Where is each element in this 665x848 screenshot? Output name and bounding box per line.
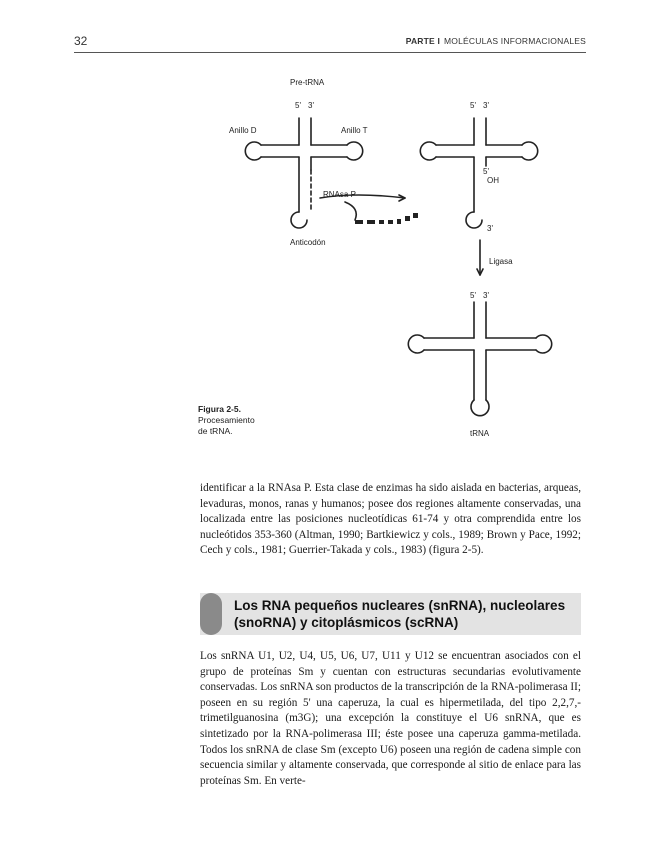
running-header [74,34,586,53]
caption-line-1: Procesamiento [198,415,255,425]
caption-title: Figura 2-5. [198,404,241,414]
label-three-prime-d: 3' [483,291,489,300]
figure-caption [198,404,268,437]
label-three-prime-c: 3' [487,224,493,233]
part-title: MOLÉCULAS INFORMACIONALES [444,36,586,46]
label-five-prime-d: 5' [470,291,476,300]
intermediate-structure [420,118,537,228]
label-rnasa-p: RNAsa P [323,190,356,199]
label-anillo-t: Anillo T [341,126,368,135]
label-ligasa: Ligasa [489,257,513,266]
section-heading-box [200,593,581,635]
cleavage-arrow [345,202,356,220]
trna-diagram [195,70,595,450]
running-head [406,36,586,46]
label-oh: OH [487,176,499,185]
section-tab-marker [200,593,222,635]
section-title: Los RNA pequeños nucleares (snRNA), nucleolares (snoRNA) y citoplásmicos (scRNA) [234,598,566,630]
mature-trna-structure [408,302,551,416]
label-anticodon: Anticodón [290,238,326,247]
label-five-prime: 5' [295,101,301,110]
label-pre-trna: Pre-tRNA [290,78,325,87]
cleaved-fragments [355,213,418,224]
label-trna: tRNA [470,429,490,438]
label-three-prime-b: 3' [483,101,489,110]
label-five-prime-b: 5' [470,101,476,110]
figure-trna-processing [195,70,595,450]
caption-line-2: de tRNA. [198,426,233,436]
part-label: PARTE I [405,36,441,46]
label-anillo-d: Anillo D [229,126,257,135]
page-number: 32 [74,34,88,48]
paragraph-snrna: Los snRNA U1, U2, U4, U5, U6, U7, U11 y U12 se encuentran asociados con el grupo de proteínas Sm y cuentan con estructuras secundarias evolutivamente conservadas. Los snRNA son productos de la transcripción de la RNA-polimerasa II; poseen en su región 5' una caperuza, la cual es hipermetilada, del tipo 2,2,7,-trimetilguanosina (m3G); una excepción la constituye el U6 snRNA, que es sintetizado por la RNA-polimerasa III; éste posee una caperuza gamma-metilada. Todos los snRNA de clase Sm (excepto U6) poseen una región de cadena simple con secuencia similar y altamente conservada, que corresponde al sitio de enlace para las proteínas Sm. En verte- [200,650,581,787]
label-three-prime: 3' [308,101,314,110]
label-five-prime-c: 5' [483,167,489,176]
paragraph-rnasa-p: identificar a la RNAsa P. Esta clase de enzimas ha sido aislada en bacterias, arqueas, levaduras, monos, ranas y humanos; posee dos regiones altamente conservadas, una localizada entre las posiciones nucleotídicas 61-74 y otra comprendida entre los nucleótidos 353-360 (Altman, 1990; Bartkiewicz y cols., 1989; Brown y Pace, 1992; Cech y cols., 1981; Guerrier-Takada y cols., 1983) (figura 2-5). [200,482,581,557]
